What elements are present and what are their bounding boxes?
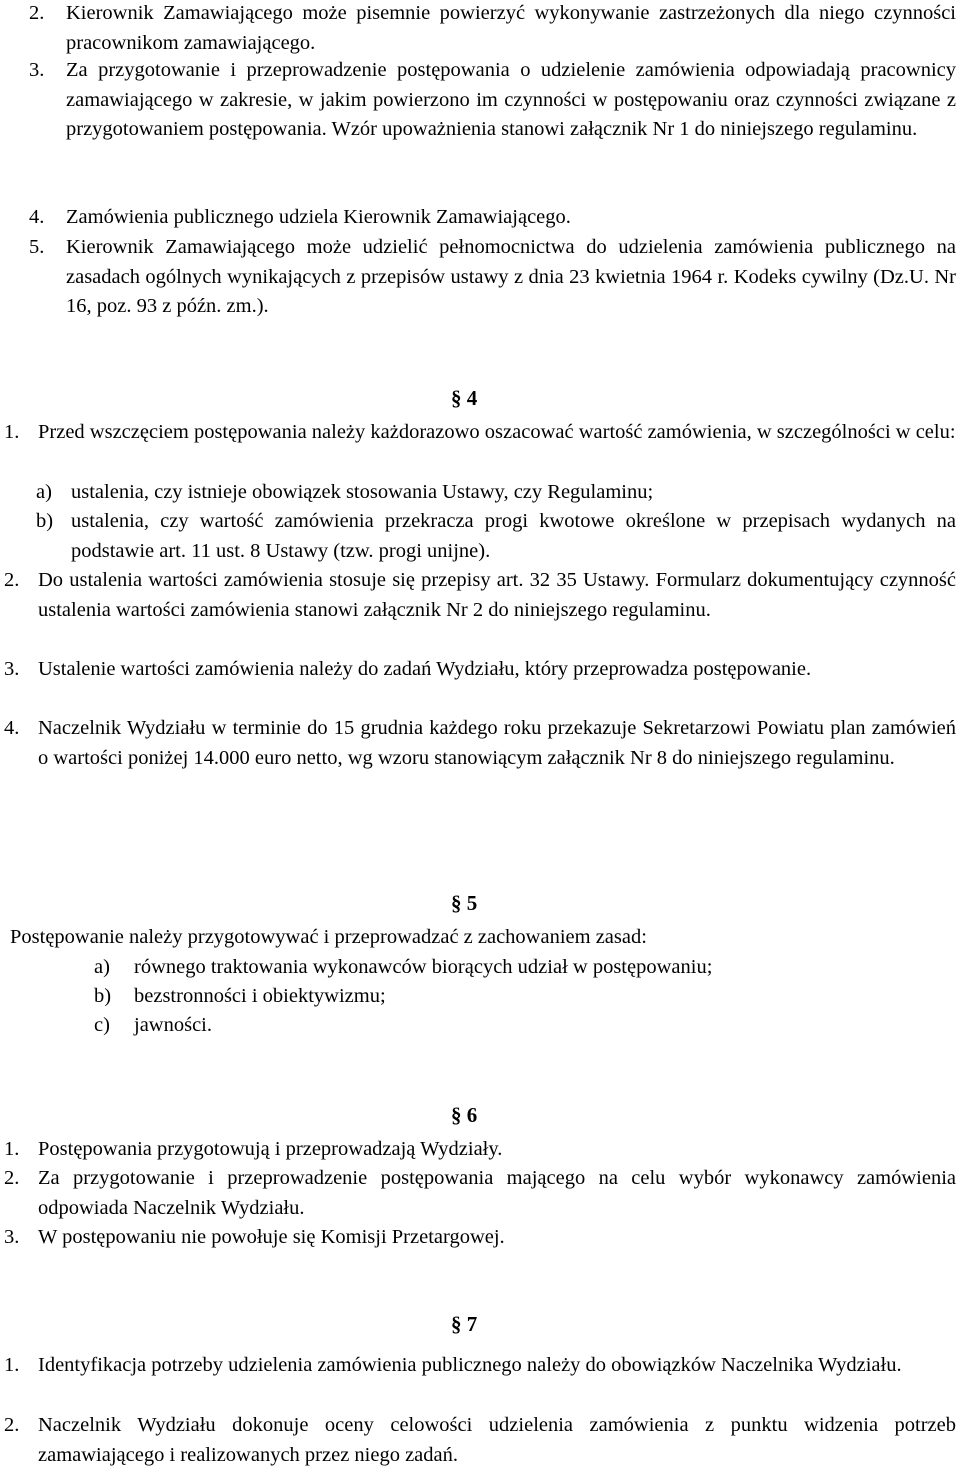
item-text: ustalenia, czy wartość zamówienia przekracza progi kwotowe określone w przepisach wydanych na podstawie art. 11 ust. 8 Ustawy (tzw. progi unijne).	[71, 510, 956, 562]
list-item	[4, 1135, 956, 1165]
item-text: Naczelnik Wydziału w terminie do 15 grudnia każdego roku przekazuje Sekretarzowi Powiatu plan zamówień o wartości poniżej 14.000 euro netto, wg wzoru stanowiącym załącznik Nr 8 do niniejszego regulaminu.	[38, 717, 956, 769]
item-letter: a)	[94, 956, 110, 978]
item-number: 1.	[4, 1138, 20, 1160]
list-item	[4, 1164, 956, 1223]
item-text: Za przygotowanie i przeprowadzenie postępowania o udzielenie zamówienia odpowiadają pracownicy zamawiającego w zakresie, w jakim powierzono im czynności w postępowaniu oraz czynności związane z przygotowaniem postępowania. Wzór upoważnienia stanowi załącznik Nr 1 do niniejszego regulaminu.	[66, 59, 956, 140]
sub-item	[94, 953, 712, 983]
item-text: jawności.	[134, 1014, 212, 1036]
item-text: Do ustalenia wartości zamówienia stosuje się przepisy art. 32 35 Ustawy. Formularz dokumentujący czynność ustalenia wartości zamówienia stanowi załącznik Nr 2 do niniejszego regulaminu.	[38, 569, 956, 621]
sub-item	[94, 982, 386, 1012]
item-text: Naczelnik Wydziału dokonuje oceny celowości udzielenia zamówienia z punktu widzenia potrzeb zamawiającego i realizowanych przez niego zadań.	[38, 1414, 956, 1466]
item-text: równego traktowania wykonawców biorących udział w postępowaniu;	[134, 956, 713, 978]
item-text: Kierownik Zamawiającego może pisemnie powierzyć wykonywanie zastrzeżonych dla niego czynności pracownikom zamawiającego.	[66, 2, 956, 54]
item-number: 1.	[4, 421, 20, 443]
item-letter: a)	[36, 481, 52, 503]
sub-item	[36, 507, 956, 566]
item-text: ustalenia, czy istnieje obowiązek stosowania Ustawy, czy Regulaminu;	[71, 481, 654, 503]
list-item	[29, 233, 956, 322]
item-text: Kierownik Zamawiającego może udzielić pełnomocnictwa do udzielenia zamówienia publicznego na zasadach ogólnych wynikających z przepisów ustawy z dnia 23 kwietnia 1964 r. Kodeks cywilny (Dz.U. Nr 16, poz. 93 z późn. zm.).	[66, 236, 956, 317]
list-item	[4, 566, 956, 625]
list-item	[4, 1351, 956, 1381]
section-heading: § 5	[451, 891, 478, 915]
item-text: Ustalenie wartości zamówienia należy do zadań Wydziału, który przeprowadza postępowanie.	[38, 658, 812, 680]
item-number: 2.	[29, 2, 45, 24]
item-letter: b)	[94, 985, 112, 1007]
item-number: 3.	[4, 1226, 20, 1248]
list-item	[4, 714, 956, 773]
section-heading: § 4	[451, 386, 478, 410]
item-text: Za przygotowanie i przeprowadzenie postępowania mającego na celu wybór wykonawcy zamówienia odpowiada Naczelnik Wydziału.	[38, 1167, 956, 1219]
item-text: W postępowaniu nie powołuje się Komisji Przetargowej.	[38, 1226, 505, 1248]
item-text: bezstronności i obiektywizmu;	[134, 985, 386, 1007]
section-heading: § 6	[451, 1103, 478, 1127]
item-number: 2.	[4, 569, 20, 591]
list-item	[4, 1223, 956, 1253]
list-item	[29, 56, 956, 145]
section-heading: § 7	[451, 1312, 478, 1336]
item-number: 2.	[4, 1414, 20, 1436]
list-item	[29, 203, 956, 233]
list-item	[4, 1411, 956, 1470]
item-number: 4.	[29, 206, 45, 228]
list-item	[4, 418, 956, 448]
list-item	[29, 0, 956, 58]
item-text: Przed wszczęciem postępowania należy każdorazowo oszacować wartość zamówienia, w szczególności w celu:	[38, 421, 956, 443]
item-number: 3.	[29, 59, 45, 81]
item-letter: c)	[94, 1014, 110, 1036]
item-number: 4.	[4, 717, 20, 739]
item-text: Identyfikacja potrzeby udzielenia zamówienia publicznego należy do obowiązków Naczelnika Wydziału.	[38, 1354, 902, 1376]
item-letter: b)	[36, 510, 54, 532]
item-text: Zamówienia publicznego udziela Kierownik Zamawiającego.	[66, 206, 571, 228]
list-item	[4, 655, 956, 685]
item-number: 1.	[4, 1354, 20, 1376]
sub-item	[94, 1011, 212, 1041]
item-number: 3.	[4, 658, 20, 680]
item-number: 5.	[29, 236, 45, 258]
item-number: 2.	[4, 1167, 20, 1189]
item-text: Postępowania przygotowują i przeprowadzają Wydziały.	[38, 1138, 503, 1160]
section-intro: Postępowanie należy przygotowywać i przeprowadzać z zachowaniem zasad:	[10, 926, 647, 948]
sub-item	[36, 478, 956, 508]
